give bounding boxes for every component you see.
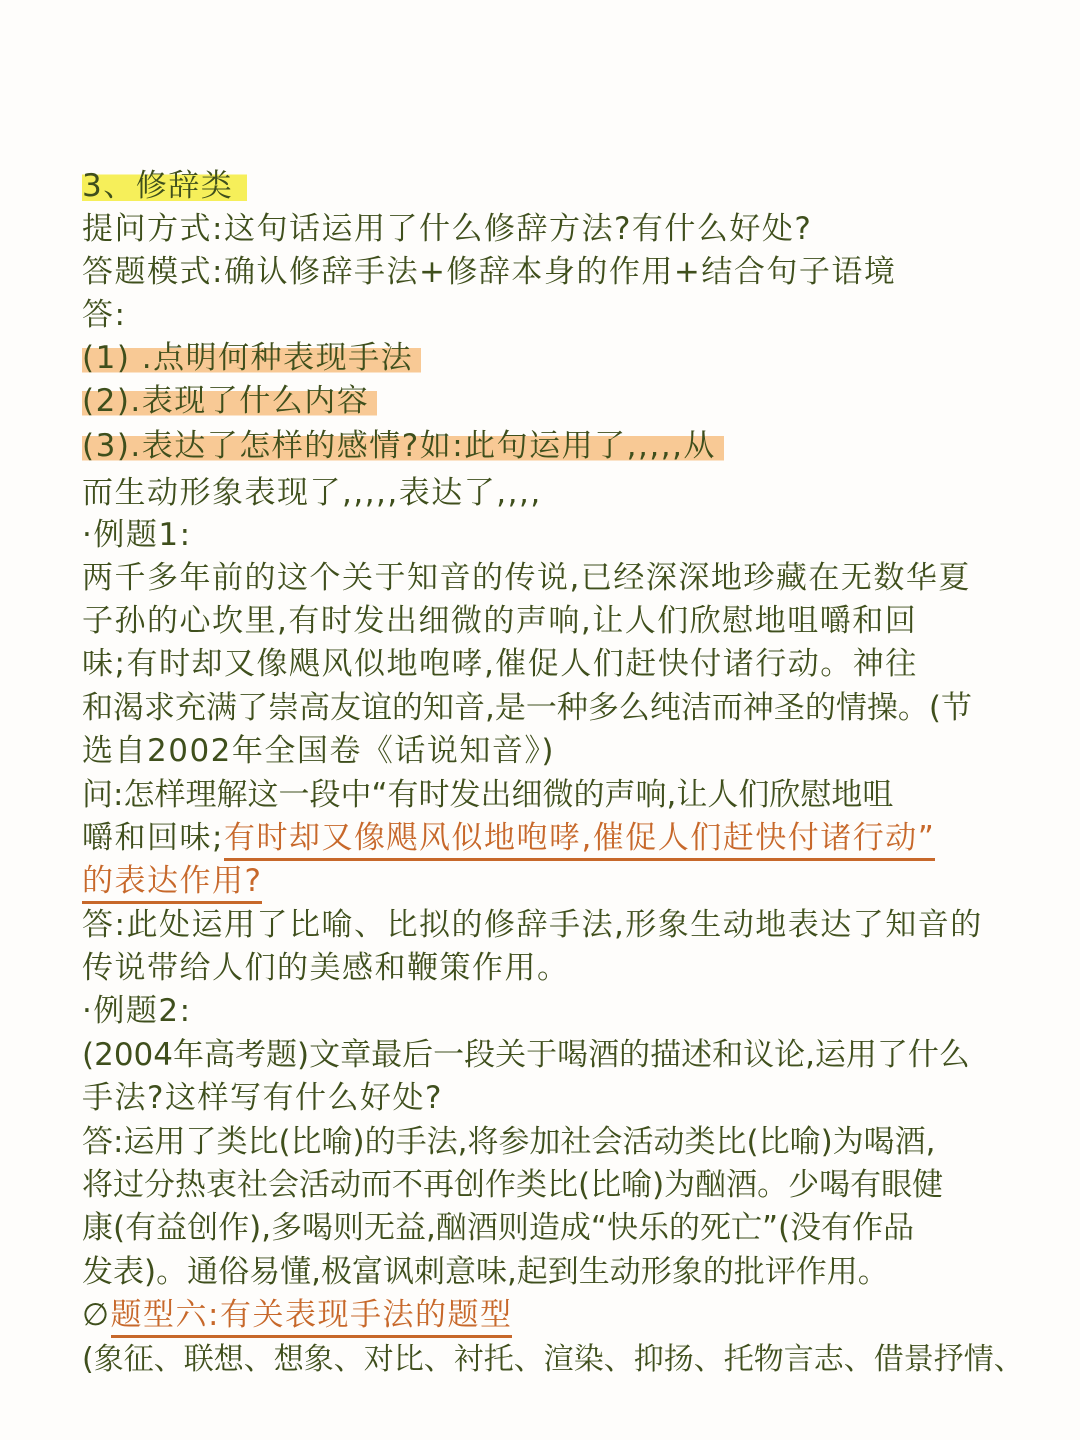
example-1-question-plain: 嚼和回味; <box>82 820 224 856</box>
example-1-question-marked: 有时却又像飓风似地咆哮,催促人们赶快付诸行动” <box>224 820 935 861</box>
answer-pattern-line: 答题模式:确认修辞手法+修辞本身的作用+结合句子语境 <box>82 254 897 290</box>
step-2-text: (2).表现了什么内容 <box>82 383 377 419</box>
step-1 <box>82 338 421 378</box>
example-1-answer-line: 答:此处运用了比喻、比拟的修辞手法,形象生动地表达了知音的 <box>82 907 983 943</box>
example-2-answer-line: 康(有益创作),多喝则无益,酗酒则造成“快乐的死亡”(没有作品 <box>82 1210 915 1246</box>
example-1-label: ·例题1: <box>82 517 192 553</box>
example-2-question-line: (2004年高考题)文章最后一段关于喝酒的描述和议论,运用了什么 <box>82 1037 970 1073</box>
step-3 <box>82 426 724 466</box>
next-section-title: 题型六:有关表现手法的题型 <box>111 1297 513 1338</box>
example-1-passage-line: 选自2002年全国卷《话说知音》) <box>82 733 555 769</box>
example-1-question-marked-end: 的表达作用? <box>82 863 262 904</box>
example-2-answer-line: 将过分热衷社会活动而不再创作类比(比喻)为酗酒。少喝有眼健 <box>82 1167 944 1203</box>
answer-label: 答: <box>82 297 127 333</box>
example-1-passage-line: 味;有时却又像飓风似地咆哮,催促人们赶快付诸行动。神往 <box>82 646 918 682</box>
example-2-answer-line: 答:运用了类比(比喻)的手法,将参加社会活动类比(比喻)为喝酒, <box>82 1124 936 1160</box>
step-3-text: (3).表达了怎样的感情?如:此句运用了,,,,,从 <box>82 428 724 464</box>
example-1-passage-line: 和渴求充满了崇高友谊的知音,是一种多么纯洁而神圣的情操。(节 <box>82 690 972 726</box>
next-section-intro: (象征、联想、想象、对比、衬托、渲染、抑扬、托物言志、借景抒情、 <box>82 1342 1024 1377</box>
example-1-question-line: 问:怎样理解这一段中“有时发出细微的声响,让人们欣慰地咀 <box>82 777 894 813</box>
question-style-line: 提问方式:这句话运用了什么修辞方法?有什么好处? <box>82 211 813 247</box>
example-1-answer-line: 传说带给人们的美感和鞭策作用。 <box>82 950 570 986</box>
example-1-passage-line: 两千多年前的这个关于知音的传说,已经深深地珍藏在无数华夏 <box>82 560 971 596</box>
step-1-text: (1) .点明何种表现手法 <box>82 340 421 376</box>
section-title <box>82 166 247 206</box>
empty-set-icon: ∅ <box>82 1297 111 1333</box>
example-1-question-line <box>82 818 935 858</box>
step-3-continuation: 而生动形象表现了,,,,,表达了,,,, <box>82 475 542 511</box>
example-1-passage-line: 子孙的心坎里,有时发出细微的声响,让人们欣慰地咀嚼和回 <box>82 603 918 639</box>
example-1-question-line <box>82 861 262 901</box>
example-2-label: ·例题2: <box>82 993 192 1029</box>
example-2-question-line: 手法?这样写有什么好处? <box>82 1080 443 1116</box>
next-section-heading <box>82 1295 512 1335</box>
example-2-answer-line: 发表)。通俗易懂,极富讽刺意味,起到生动形象的批评作用。 <box>82 1254 889 1290</box>
step-2 <box>82 381 377 421</box>
section-title-text: 3、修辞类 <box>82 168 247 204</box>
